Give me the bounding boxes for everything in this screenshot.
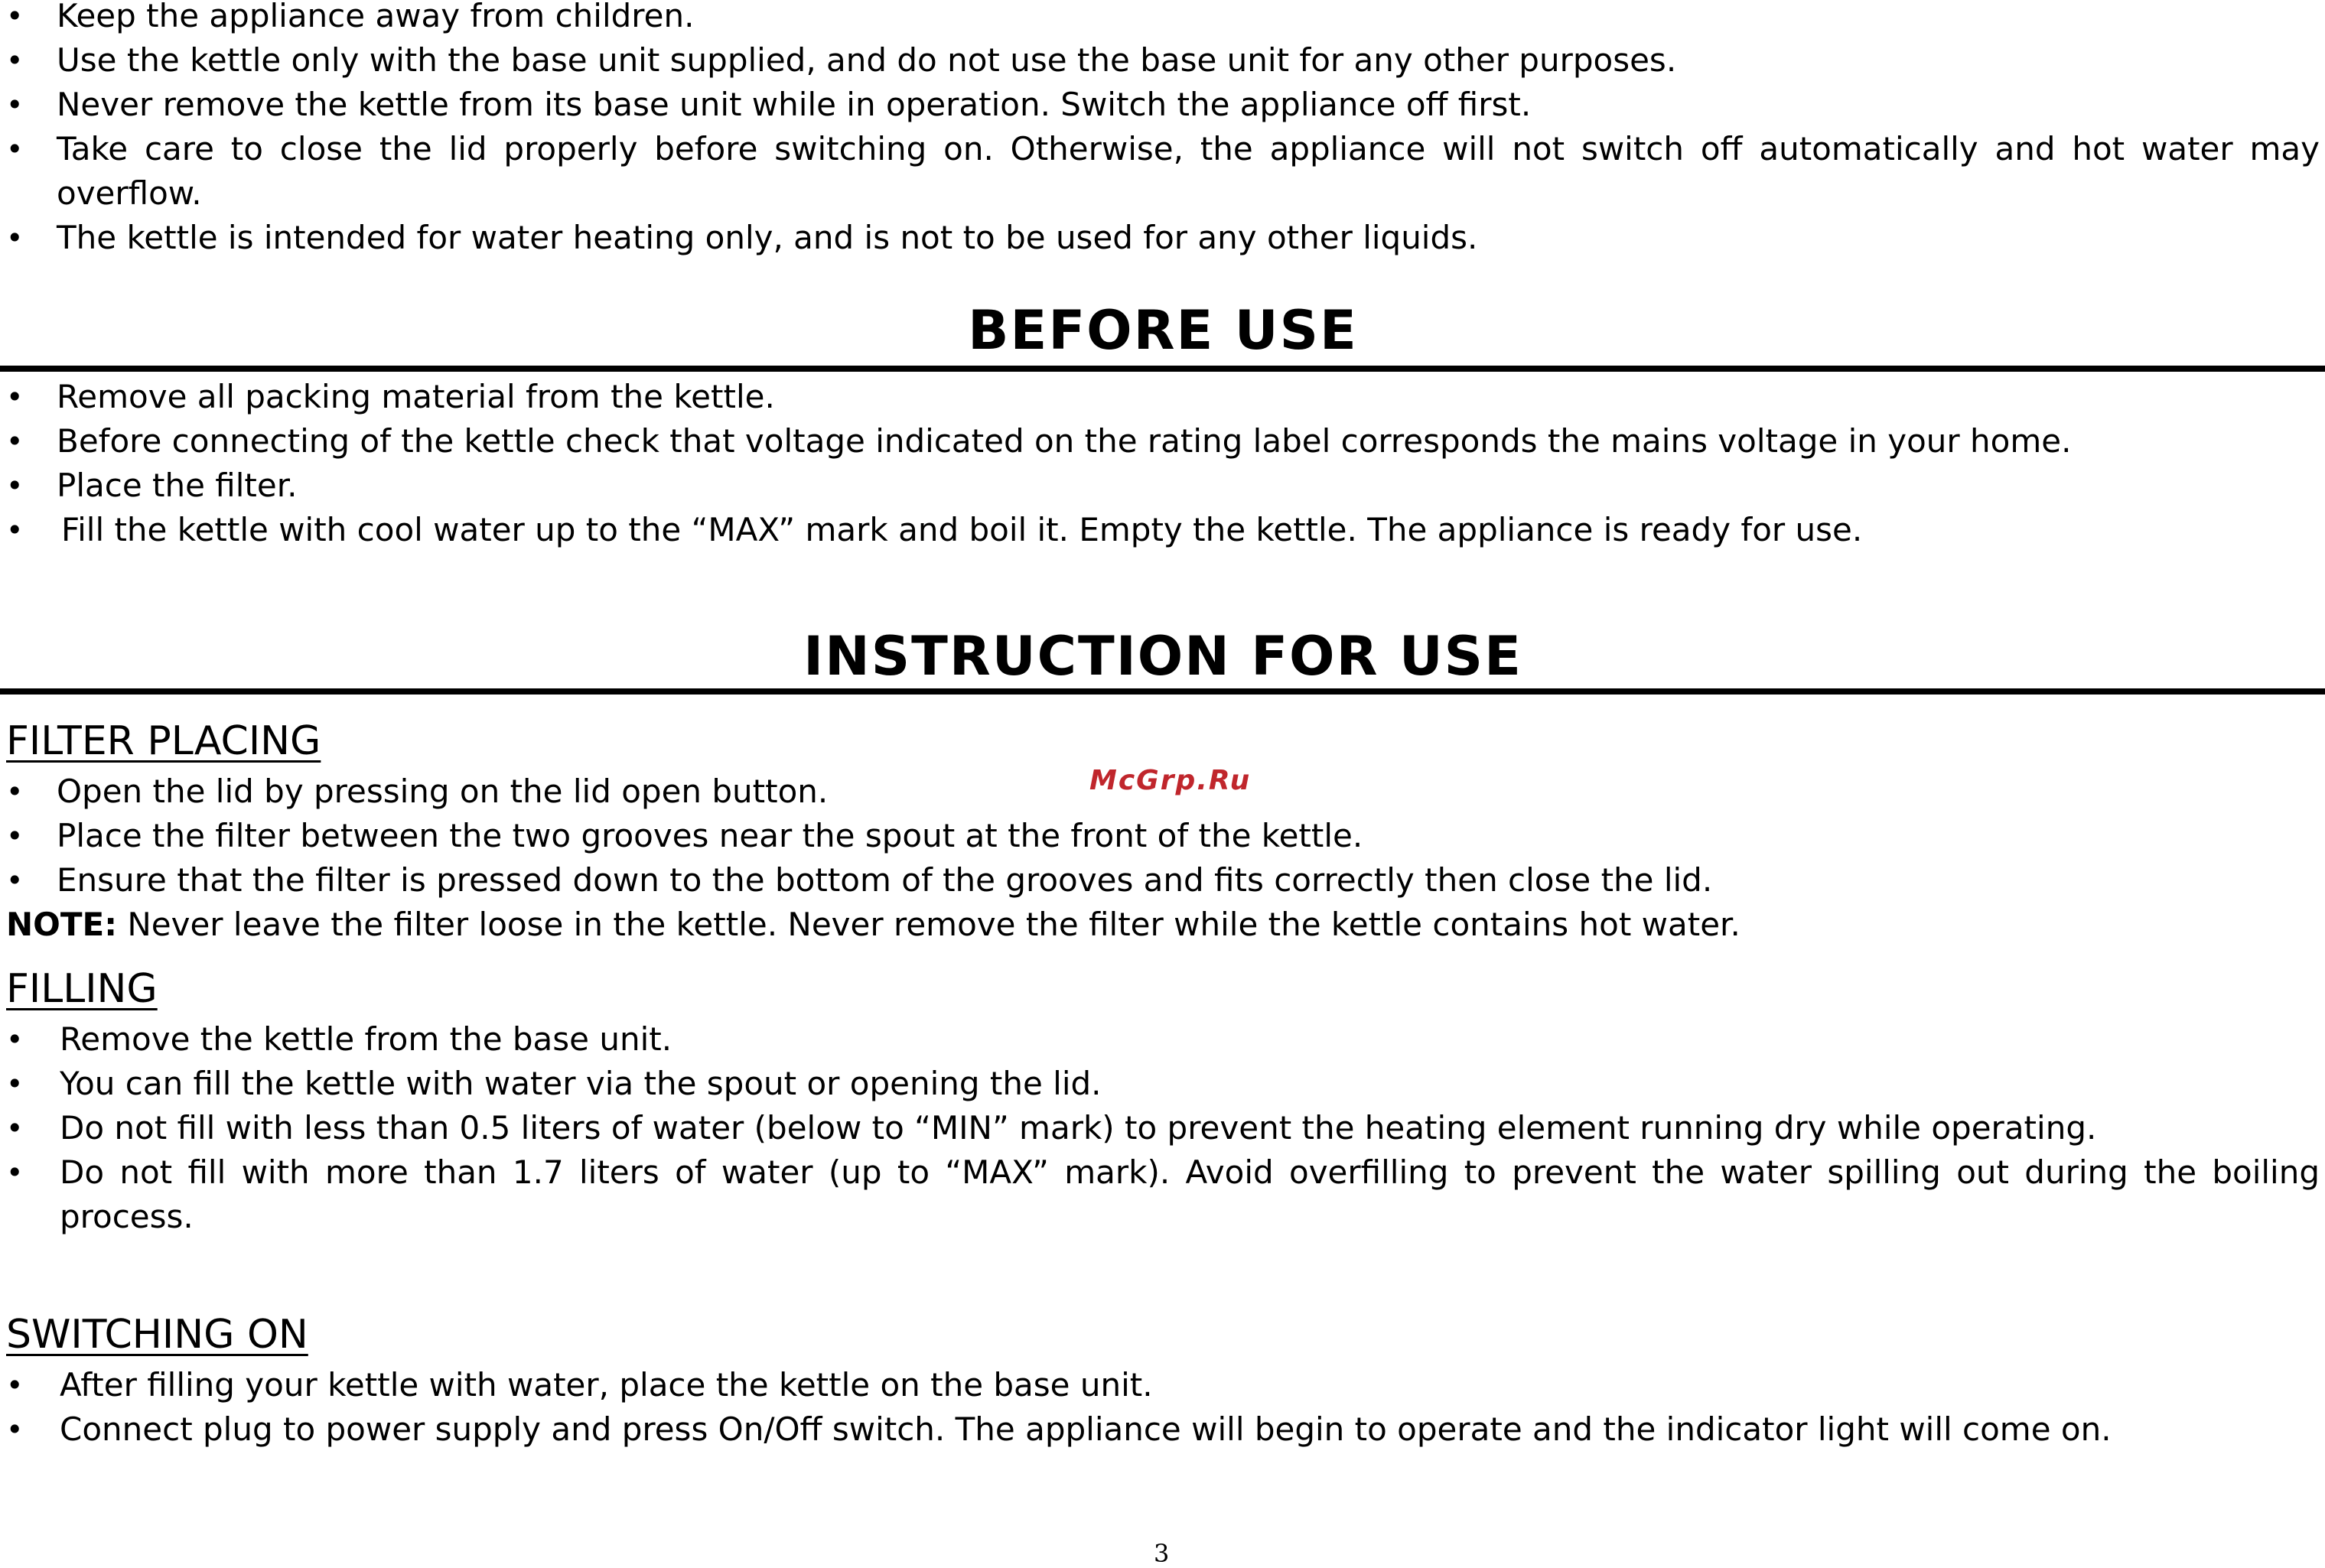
list-item: • The kettle is intended for water heating only, and is not to be used for any other liquids. [6,216,2320,260]
note-label: NOTE: [6,906,117,943]
filling-list [6,1017,2320,1239]
filter-note [6,903,2320,947]
filter-placing-title: FILTER PLACING [6,718,321,764]
before-use-heading: BEFORE USE [968,299,1358,362]
bullet-icon: • [6,221,24,255]
list-item: • Connect plug to power supply and press On/Off switch. The appliance will begin to operate and the indicator light will come on. [6,1407,2320,1452]
bullet-icon: • [6,1413,24,1446]
switching-on-list [6,1363,2320,1452]
page-number: 3 [1154,1539,1170,1568]
bullet-icon: • [6,864,24,897]
before-use-list [6,375,2320,552]
filling-title: FILLING [6,966,158,1012]
list-item: • Place the filter between the two grooves near the spout at the front of the kettle. [6,814,2320,858]
watermark-text: McGrp.Ru [1089,765,1252,796]
note-text: Never leave the filter loose in the kettle. Never remove the filter while the kettle contains hot water. [117,906,1740,943]
bullet-icon: • [6,0,24,33]
bullet-icon: • [6,132,24,166]
bullet-icon: • [6,380,24,414]
bullet-icon: • [6,1156,24,1189]
before-use-divider [0,366,2325,372]
list-item: • Open the lid by pressing on the lid open button. [6,769,2320,814]
switching-on-title: SWITCHING ON [6,1312,308,1358]
bullet-icon: • [6,1023,24,1056]
bullet-icon: • [6,775,24,808]
bullet-icon: • [6,425,24,458]
list-item: • Remove all packing material from the kettle. [6,375,2320,419]
bullet-icon: • [6,88,24,122]
list-item: • You can fill the kettle with water via the spout or opening the lid. [6,1062,2320,1106]
list-item: • Place the filter. [6,464,2320,508]
instruction-divider [0,688,2325,695]
list-item: • Use the kettle only with the base unit supplied, and do not use the base unit for any other purposes. [6,38,2320,83]
list-item: • Before connecting of the kettle check that voltage indicated on the rating label corresponds the mains voltage in your home. [6,419,2320,464]
list-item: • Never remove the kettle from its base unit while in operation. Switch the appliance off first. [6,83,2320,127]
bullet-icon: • [6,1111,24,1145]
list-item: • Ensure that the filter is pressed down to the bottom of the grooves and fits correctly then close the lid. [6,858,2320,903]
list-item: • Do not fill with more than 1.7 liters of water (up to “MAX” mark). Avoid overfilling to prevent the water spilling out during the boiling process. [6,1150,2320,1239]
list-item: • Remove the kettle from the base unit. [6,1017,2320,1062]
bullet-icon: • [6,469,24,503]
bullet-icon: • [6,513,24,547]
list-item: • Take care to close the lid properly before switching on. Otherwise, the appliance will not switch off automatically and hot water may overflow. [6,127,2320,216]
bullet-icon: • [6,44,24,77]
list-item: • Keep the appliance away from children. [6,0,2320,38]
intro-safety-list [6,0,2320,260]
bullet-icon: • [6,1368,24,1402]
instruction-heading: INSTRUCTION FOR USE [803,625,1522,688]
bullet-icon: • [6,1067,24,1101]
list-item: • Fill the kettle with cool water up to the “MAX” mark and boil it. Empty the kettle. The appliance is ready for use. [6,508,2320,552]
list-item: • After filling your kettle with water, place the kettle on the base unit. [6,1363,2320,1407]
list-item: • Do not fill with less than 0.5 liters of water (below to “MIN” mark) to prevent the heating element running dry while operating. [6,1106,2320,1150]
bullet-icon: • [6,819,24,853]
